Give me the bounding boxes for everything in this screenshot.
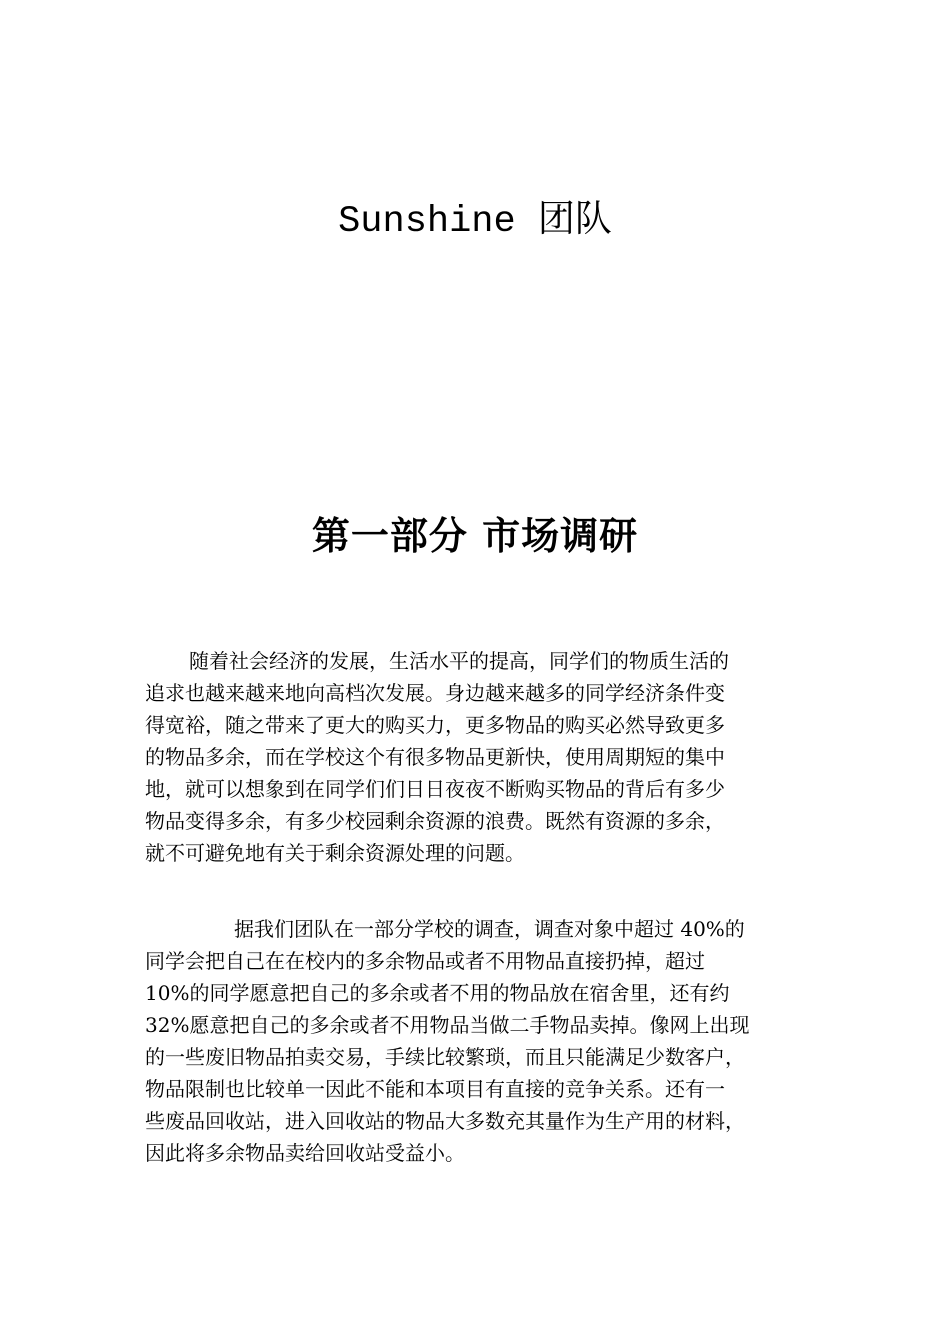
paragraph-market-background bbox=[145, 645, 805, 869]
paragraph-line: 32%愿意把自己的多余或者不用物品当做二手物品卖掉。像网上出现 bbox=[145, 1013, 750, 1037]
paragraph-line: 物品限制也比较单一因此不能和本项目有直接的竞争关系。还有一 bbox=[145, 1077, 725, 1101]
paragraph-line: 因此将多余物品卖给回收站受益小。 bbox=[145, 1141, 465, 1165]
paragraph-line: 的一些废旧物品拍卖交易，手续比较繁琐，而且只能满足少数客户， bbox=[145, 1045, 745, 1069]
paragraph-line: 物品变得多余，有多少校园剩余资源的浪费。既然有资源的多余， bbox=[145, 809, 725, 833]
section-heading: 第一部分 市场调研 bbox=[311, 514, 639, 558]
paragraph-line: 得宽裕，随之带来了更大的购买力，更多物品的购买必然导致更多 bbox=[145, 713, 725, 737]
paragraph-line: 些废品回收站，进入回收站的物品大多数充其量作为生产用的材料， bbox=[145, 1109, 745, 1133]
paragraph-line: 追求也越来越来地向高档次发展。身边越来越多的同学经济条件变 bbox=[145, 681, 725, 705]
paragraph-line: 10%的同学愿意把自己的多余或者不用的物品放在宿舍里，还有约 bbox=[145, 981, 730, 1005]
paragraph-line: 随着社会经济的发展，生活水平的提高，同学们的物质生活的 bbox=[189, 649, 729, 673]
paragraph-line: 就不可避免地有关于剩余资源处理的问题。 bbox=[145, 841, 525, 865]
team-title: Sunshine 团队 bbox=[338, 201, 612, 243]
paragraph-line: 据我们团队在一部分学校的调查，调查对象中超过 40%的 bbox=[234, 917, 745, 941]
paragraph-line: 地，就可以想象到在同学们们日日夜夜不断购买物品的背后有多少 bbox=[145, 777, 725, 801]
paragraph-line: 的物品多余，而在学校这个有很多物品更新快，使用周期短的集中 bbox=[145, 745, 725, 769]
paragraph-line: 同学会把自己在在校内的多余物品或者不用物品直接扔掉，超过 bbox=[145, 949, 705, 973]
paragraph-survey-results bbox=[145, 913, 805, 1169]
